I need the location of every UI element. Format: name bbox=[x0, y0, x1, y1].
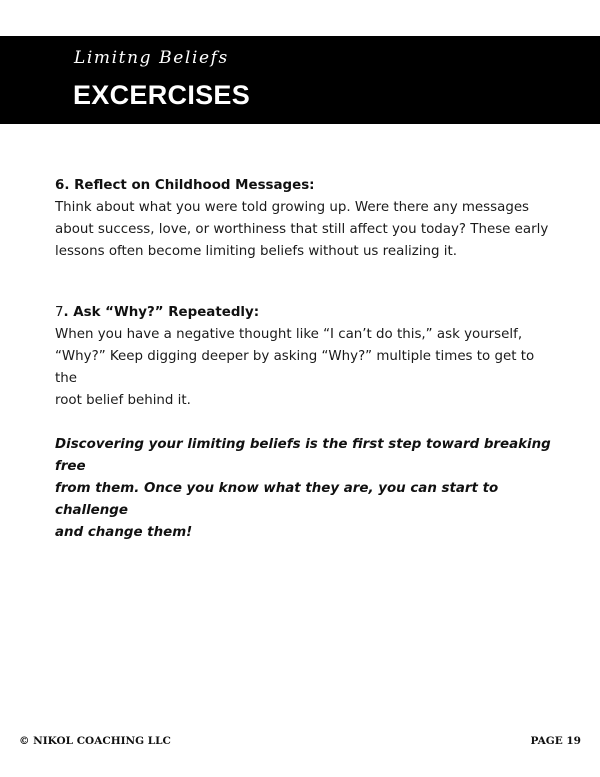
body-line: Think about what you were told growing up. Were there any messages bbox=[55, 200, 530, 215]
closing-line: Discovering your limiting beliefs is the first step toward breaking free bbox=[55, 437, 551, 474]
exercise-7-heading-text: . Ask “Why?” Repeatedly: bbox=[63, 305, 260, 320]
exercise-6-heading: 6. Reflect on Childhood Messages: bbox=[55, 178, 315, 193]
exercise-6-body bbox=[55, 197, 555, 263]
closing-line: from them. Once you know what they are, you can start to challenge bbox=[55, 481, 499, 518]
footer-copyright: © NIKOL COACHING LLC bbox=[19, 735, 171, 747]
exercise-7 bbox=[55, 302, 555, 412]
body-line: lessons often become limiting beliefs without us realizing it. bbox=[55, 244, 457, 259]
body-line: When you have a negative thought like “I can’t do this,” ask yourself, bbox=[55, 327, 523, 342]
body-line: “Why?” Keep digging deeper by asking “Why?” multiple times to get to the bbox=[55, 349, 535, 386]
exercise-7-number: 7 bbox=[55, 305, 64, 320]
exercise-7-body bbox=[55, 324, 555, 412]
closing-statement bbox=[55, 434, 555, 544]
exercise-6 bbox=[55, 175, 555, 263]
banner-subtitle: Limitng Beliefs bbox=[74, 48, 229, 68]
body-line: about success, love, or worthiness that still affect you today? These early bbox=[55, 222, 549, 237]
closing-line: and change them! bbox=[55, 525, 193, 540]
body-line: root belief behind it. bbox=[55, 393, 191, 408]
exercise-7-heading bbox=[55, 302, 555, 324]
header-banner bbox=[0, 36, 600, 124]
footer-page-number: PAGE 19 bbox=[530, 735, 581, 747]
page-title: EXCERCISES bbox=[73, 80, 251, 110]
